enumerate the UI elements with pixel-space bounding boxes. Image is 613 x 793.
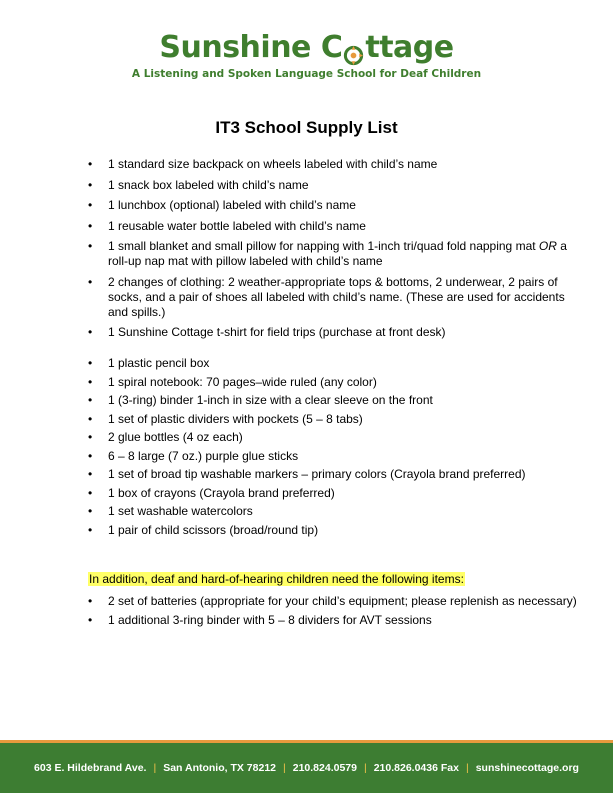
school-logo bbox=[0, 30, 613, 81]
bullet-icon: • bbox=[88, 177, 93, 192]
list-item bbox=[88, 178, 588, 193]
highlighted-text: In addition, deaf and hard-of-hearing children need the following items: bbox=[89, 572, 464, 586]
bullet-icon: • bbox=[88, 448, 93, 463]
footer-separator: | bbox=[363, 762, 367, 774]
footer-phone: 210.824.0579 bbox=[292, 762, 357, 774]
list-item-text: 2 changes of clothing: 2 weather-appropriate tops & bottoms, 2 underwear, 2 pairs of socks, and a pair of shoes all labeled with child’s name. (These are used for accidents and spills.) bbox=[108, 274, 565, 319]
list-item-text: 1 Sunshine Cottage t-shirt for field trips (purchase at front desk) bbox=[108, 325, 446, 339]
bullet-icon: • bbox=[88, 613, 93, 627]
list-item bbox=[88, 275, 588, 320]
page-title: IT3 School Supply List bbox=[215, 118, 398, 137]
list-item bbox=[88, 486, 588, 501]
emphasis-text: OR bbox=[538, 239, 557, 253]
classroom-supply-list bbox=[88, 356, 588, 541]
bullet-icon: • bbox=[88, 198, 93, 212]
list-item-text: 1 additional 3-ring binder with 5 – 8 dividers for AVT sessions bbox=[108, 613, 432, 627]
hearing-supply-list bbox=[88, 594, 588, 632]
footer-separator: | bbox=[465, 762, 469, 774]
list-item-text: 6 – 8 large (7 oz.) purple glue sticks bbox=[108, 448, 299, 463]
list-item-text: 2 set of batteries (appropriate for your child’s equipment; please replenish as necessary) bbox=[108, 594, 577, 608]
list-item-text: 1 lunchbox (optional) labeled with child’s name bbox=[108, 198, 356, 212]
bullet-icon: • bbox=[88, 356, 93, 370]
additional-items-note bbox=[88, 572, 465, 587]
bullet-icon: • bbox=[88, 485, 93, 500]
logo-text-start: Sunshine C bbox=[159, 30, 343, 65]
bullet-icon: • bbox=[88, 157, 93, 171]
bullet-icon: • bbox=[88, 274, 93, 289]
footer-fax: 210.826.0436 Fax bbox=[373, 762, 459, 774]
list-item bbox=[88, 356, 588, 371]
bullet-icon: • bbox=[88, 411, 93, 426]
footer-address: 603 E. Hildebrand Ave. bbox=[34, 762, 147, 774]
list-item bbox=[88, 412, 588, 427]
footer-separator: | bbox=[283, 762, 286, 774]
bullet-icon: • bbox=[88, 522, 93, 537]
list-item bbox=[88, 430, 588, 445]
list-item-text: 1 pair of child scissors (broad/round tip) bbox=[108, 522, 319, 537]
list-item-text: 1 set of plastic dividers with pockets (5 – 8 tabs) bbox=[108, 411, 363, 426]
list-item bbox=[88, 449, 588, 464]
sun-icon bbox=[343, 39, 364, 60]
bullet-icon: • bbox=[88, 239, 93, 253]
logo-wordmark bbox=[159, 30, 453, 66]
list-item-text: 1 reusable water bottle labeled with child’s name bbox=[108, 218, 366, 233]
list-item-text: 1 small blanket and small pillow for napping with 1-inch tri/quad fold napping mat OR a roll-up nap mat with pillow labeled with child’s name bbox=[108, 239, 567, 268]
list-item bbox=[88, 325, 588, 340]
list-item bbox=[88, 219, 588, 234]
list-item-text: 1 set of broad tip washable markers – primary colors (Crayola brand preferred) bbox=[108, 467, 526, 481]
list-item-text: 2 glue bottles (4 oz each) bbox=[108, 430, 243, 444]
general-supply-list bbox=[88, 157, 588, 346]
list-item bbox=[88, 375, 588, 390]
list-item bbox=[88, 523, 588, 538]
footer-separator: | bbox=[153, 762, 157, 774]
list-item bbox=[88, 393, 588, 408]
list-item bbox=[88, 198, 588, 213]
bullet-icon: • bbox=[88, 218, 93, 233]
list-item bbox=[88, 157, 588, 172]
footer-bar bbox=[0, 743, 613, 793]
list-item-text: 1 plastic pencil box bbox=[108, 356, 210, 370]
logo-tagline: A Listening and Spoken Language School for Deaf Children bbox=[131, 68, 482, 80]
footer-website: sunshinecottage.org bbox=[475, 762, 579, 774]
bullet-icon: • bbox=[88, 467, 93, 481]
bullet-icon: • bbox=[88, 325, 93, 339]
list-item bbox=[88, 504, 588, 519]
list-item-text: 1 set washable watercolors bbox=[108, 504, 253, 518]
list-item-text: 1 box of crayons (Crayola brand preferred) bbox=[108, 485, 335, 500]
list-item-text: 1 standard size backpack on wheels labeled with child’s name bbox=[108, 157, 438, 171]
bullet-icon: • bbox=[88, 393, 93, 407]
list-item bbox=[88, 467, 588, 482]
bullet-icon: • bbox=[88, 374, 93, 389]
list-item-text: 1 spiral notebook: 70 pages–wide ruled (any color) bbox=[108, 374, 377, 389]
bullet-icon: • bbox=[88, 504, 93, 518]
logo-text-end: ttage bbox=[365, 30, 454, 65]
list-item-text: 1 snack box labeled with child’s name bbox=[108, 177, 309, 192]
bullet-icon: • bbox=[88, 594, 93, 608]
list-item bbox=[88, 594, 588, 609]
bullet-icon: • bbox=[88, 430, 93, 444]
list-item-text: 1 (3-ring) binder 1-inch in size with a clear sleeve on the front bbox=[108, 393, 433, 407]
list-item bbox=[88, 613, 588, 628]
footer-city: San Antonio, TX 78212 bbox=[163, 762, 277, 774]
list-item bbox=[88, 239, 588, 269]
